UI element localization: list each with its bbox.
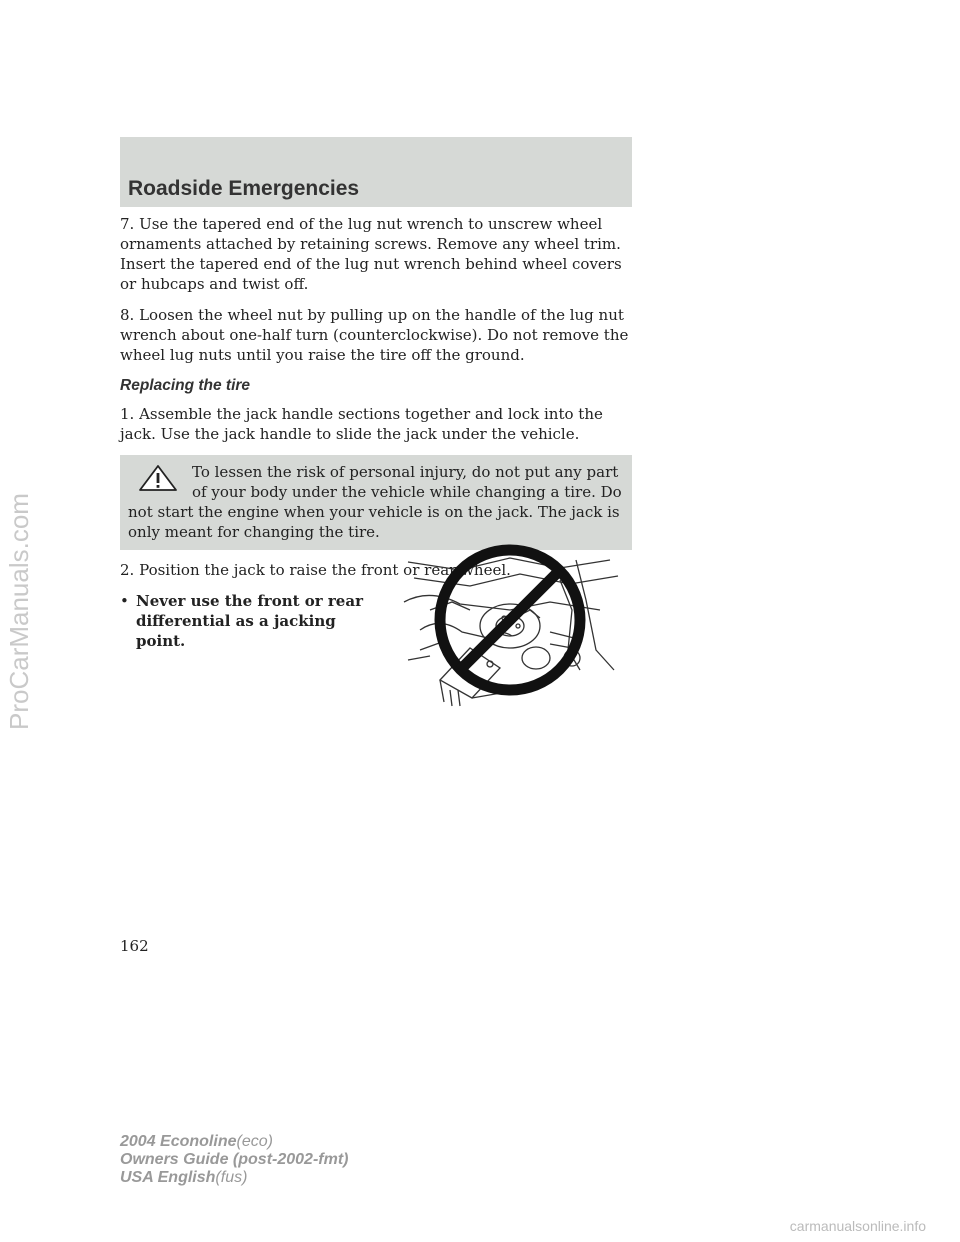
warning-box	[120, 455, 632, 550]
step-1-text: 1. Assemble the jack handle sections together and lock into the jack. Use the jack handle to slide the jack under the vehicle.	[120, 405, 603, 443]
step-2-text: 2. Position the jack to raise the front or rear wheel.	[120, 561, 511, 579]
footer-line-3	[120, 1169, 348, 1187]
step-7-text: 7. Use the tapered end of the lug nut wrench to unscrew wheel ornaments attached by retaining screws. Remove any wheel trim. Insert the tapered end of the lug nut wrench behind wheel covers or hubcaps and twist off.	[120, 215, 622, 293]
jacking-point-illustration	[400, 540, 622, 710]
list-item	[120, 591, 380, 651]
differential-warning-text: Never use the front or rear differential as a jacking point.	[136, 592, 363, 650]
warning-text: To lessen the risk of personal injury, do not put any part of your body under the vehicle while changing a tire. Do not start the engine when your vehicle is on the jack. The jack is only meant for changing the tire.	[128, 463, 622, 541]
site-watermark: carmanualsonline.info	[789, 1218, 926, 1234]
warning-triangle-icon	[138, 464, 178, 492]
footer-language: USA English	[120, 1169, 216, 1186]
section-title: Roadside Emergencies	[128, 177, 360, 200]
footer-language-code: (fus)	[215, 1169, 248, 1186]
bullet-icon: •	[120, 592, 129, 610]
footer-model-code: (eco)	[236, 1133, 273, 1150]
page-number: 162	[120, 937, 149, 955]
prohibited-sign-icon	[440, 550, 580, 690]
section-header	[120, 137, 632, 207]
footer-guide: Owners Guide (post-2002-fmt)	[120, 1151, 349, 1168]
footer-model: 2004 Econoline	[120, 1133, 237, 1150]
footer-line-2	[120, 1151, 348, 1169]
document-footer	[120, 1133, 348, 1187]
footer-line-1	[120, 1133, 348, 1151]
side-watermark: ProCarManuals.com	[4, 493, 34, 730]
step-8-text: 8. Loosen the wheel nut by pulling up on the handle of the lug nut wrench about one-half turn (counterclockwise). Do not remove the wheel lug nuts until you raise the tire off the ground.	[120, 306, 629, 364]
replacing-tire-heading: Replacing the tire	[120, 377, 251, 394]
